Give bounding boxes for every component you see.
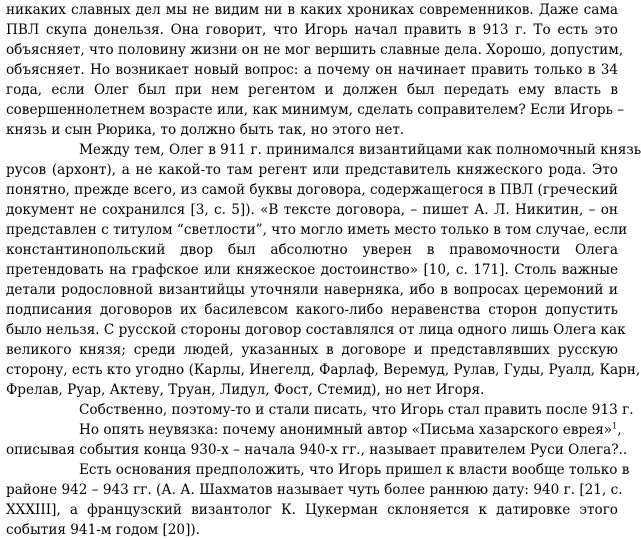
text-line: Фрелав, Руар, Актеву, Труан, Лидул, Фост, Стемид), но нет Игоря. xyxy=(6,382,485,398)
text-line: понятно, прежде всего, из самой буквы договора, содержащегося в ПВЛ (греческий xyxy=(6,182,618,198)
text-line: Есть основания предположить, что Игорь пришел к власти вообще только в xyxy=(79,462,630,478)
text-line: сторону, есть кто угодно (Карлы, Инегелд, Фарлаф, Веремуд, Рулав, Гуды, Руалд, Карн, xyxy=(6,362,641,378)
text-line: константинопольский двор был абсолютно уверен в правомочности Олега xyxy=(6,242,618,258)
text-line: было нельзя. С русской стороны договор составлялся от лица одного лишь Олега как xyxy=(6,322,626,338)
footnote-mark[interactable]: 1 xyxy=(612,421,618,431)
text-line: представлен с титулом “светлости”, что могло иметь место только в том случае, если xyxy=(6,222,628,238)
text-line: подписания договоров их басилевсом какого-либо неравенства сторон допустить xyxy=(6,302,618,318)
text-line: детали родословной византийцы уточняли наверняка, ибо в вопросах церемоний и xyxy=(6,282,618,298)
text-line: описывая события конца 930-х – начала 940-х гг., называет правителем Руси Олега?.. xyxy=(6,442,628,458)
text-line: документ не сохранился [3, с. 5]). «В тексте договора, – пишет А. Л. Никитин, – он xyxy=(6,202,618,218)
text-line: Между тем, Олег в 911 г. принимался византийцами как полномочный князь xyxy=(79,142,641,158)
text-line: события 941-м годом [20]). xyxy=(6,522,200,538)
document-page xyxy=(6,0,641,538)
comma: , xyxy=(617,422,622,438)
text-line: князь и сын Рюрика, то должно быть так, но этого нет. xyxy=(6,122,405,138)
text-line: районе 942 – 943 гг. (А. А. Шахматов называет чуть более раннюю дату: 940 г. [21, с. xyxy=(6,482,623,498)
text-line: никаких славных дел мы не видим ни в каких хрониках современников. Даже сама xyxy=(6,2,618,18)
text-line: объясняет, что половину жизни он не мог вершить славные дела. Хорошо, допустим, xyxy=(6,42,624,58)
text-line: совершеннолетнем возрасте или, как минимум, сделать соправителем? Если Игорь – xyxy=(6,102,625,118)
text-line: ПВЛ скупа донельзя. Она говорит, что Игорь начал править в 913 г. То есть это xyxy=(6,22,618,38)
text-line: Собственно, поэтому-то и стали писать, что Игорь стал править после 913 г. xyxy=(79,402,634,418)
text-line-content: Но опять неувязка: почему анонимный автор «Письма хазарского еврея» xyxy=(79,422,613,438)
text-line: объясняет. Но возникает новый вопрос: а почему он начинает править только в 34 xyxy=(6,62,618,78)
text-line: великого князя; среди людей, указанных в договоре и представлявших русскую xyxy=(6,342,618,358)
text-line: XXXIII], а французский византолог К. Цукерман склоняется к датировке этого xyxy=(6,502,618,518)
text-line: русов (архонт), а не какой-то там регент или представитель княжеского рода. Это xyxy=(6,162,618,178)
text-line: года, если Олег был при нем регентом и должен был передать ему власть в xyxy=(6,82,618,98)
text-line xyxy=(79,420,622,440)
text-line: претендовать на графское или княжеское достоинство» [10, с. 171]. Столь важные xyxy=(6,262,618,278)
